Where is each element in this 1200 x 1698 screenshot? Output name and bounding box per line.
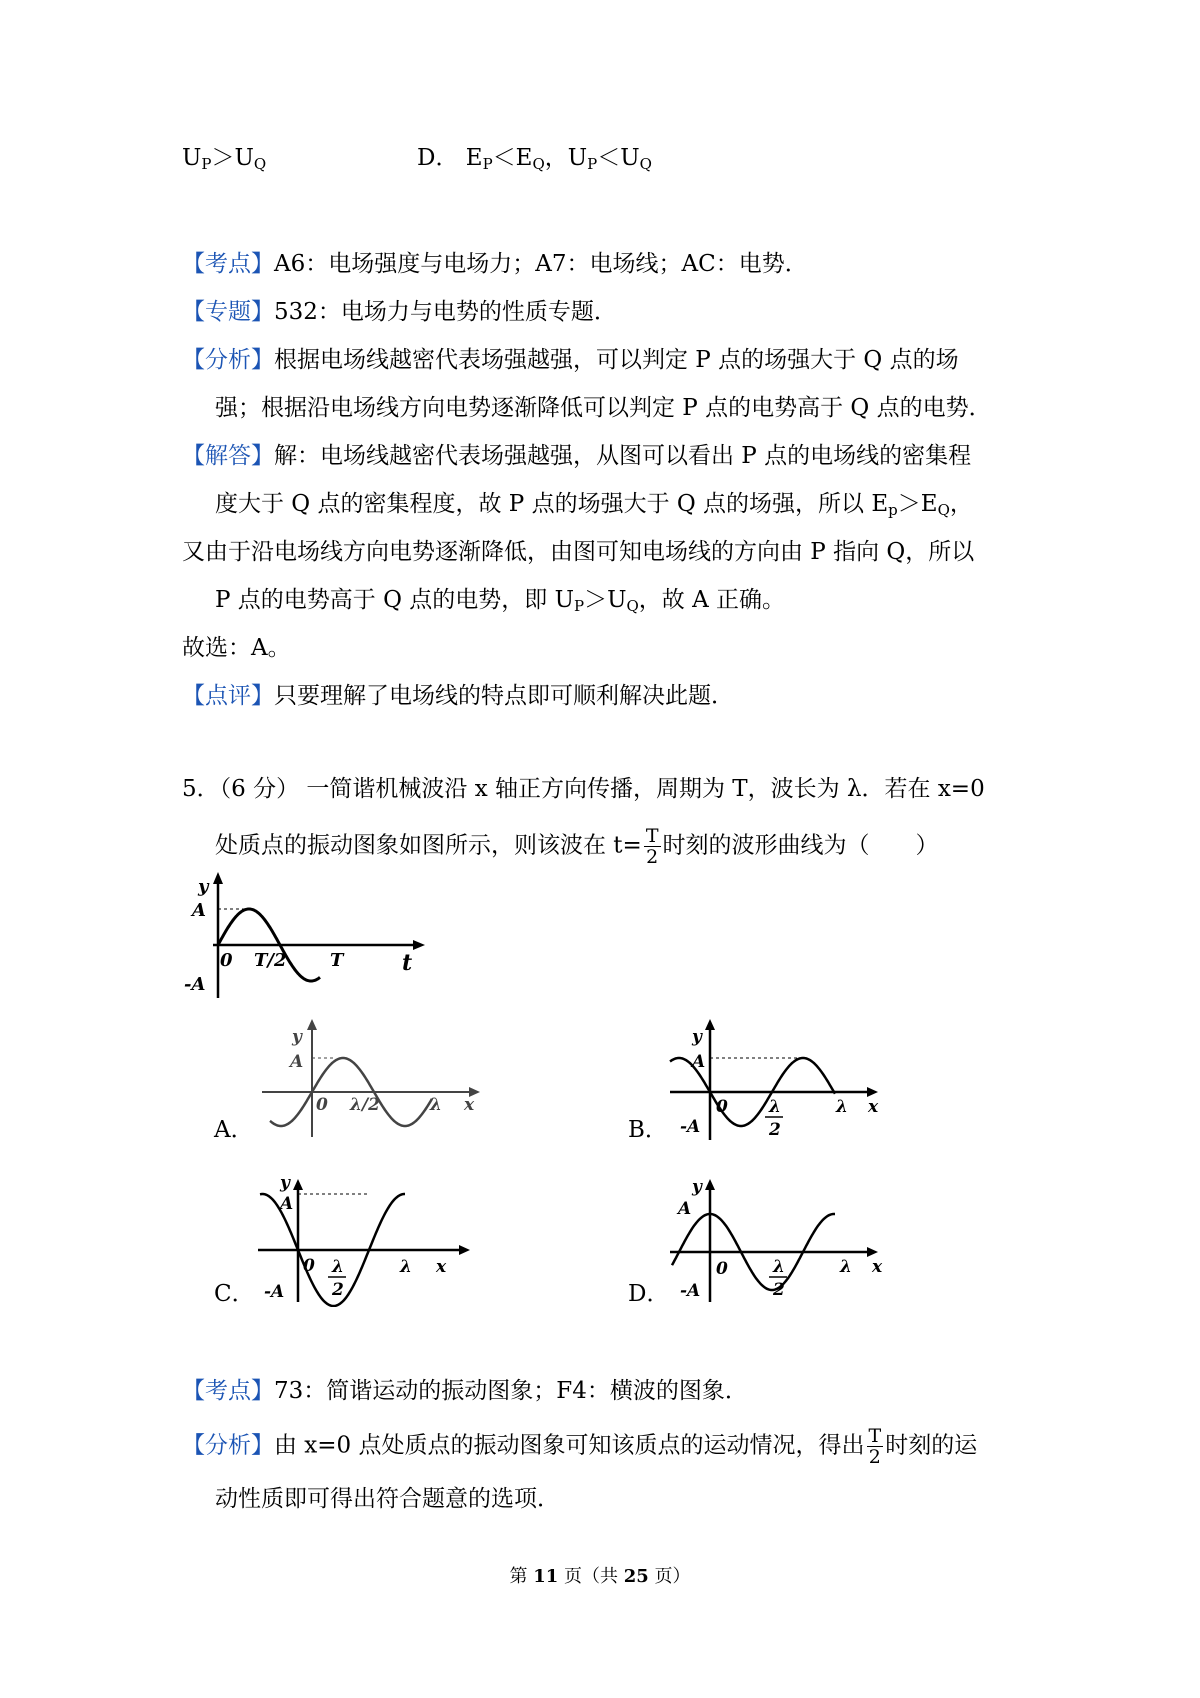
y-arrow — [293, 1179, 303, 1190]
q4-zhuanti — [182, 297, 617, 327]
text: ， — [544, 145, 568, 171]
kaodian-text: A6：电场强度与电场力；A7：电场线；AC：电势． — [274, 251, 808, 277]
sub: Q — [626, 597, 639, 615]
sub: p — [888, 501, 898, 519]
text: E — [515, 145, 533, 171]
lambda-label: λ — [400, 1257, 412, 1277]
text: 时刻的波形曲线为（ ） — [662, 832, 939, 859]
zhuanti-tag: 【专题】 — [182, 299, 274, 325]
y-label: y — [692, 1027, 702, 1047]
q4-dianping — [182, 681, 734, 711]
x-arrow — [867, 1247, 878, 1257]
fraction-t-over-2 — [644, 826, 661, 867]
text: ＞E — [897, 491, 938, 517]
jieda-tag: 【解答】 — [182, 443, 274, 469]
y-label: y — [692, 1177, 702, 1197]
sub: P — [201, 155, 212, 173]
frac-num: T — [868, 1425, 882, 1447]
origin-label: 0 — [220, 950, 233, 971]
kaodian-text: 73：简谐运动的振动图象；F4：横波的图象． — [274, 1378, 748, 1404]
lambda-label: λ — [430, 1095, 442, 1115]
origin-label: 0 — [316, 1095, 328, 1115]
jieda-text: 解：电场线越密代表场强越强，从图可以看出 P 点的电场线的密集程 — [274, 443, 972, 469]
x-arrow — [459, 1245, 470, 1255]
half-den: 2 — [773, 1280, 785, 1300]
text: ＞ — [211, 145, 235, 171]
option-d-label[interactable]: D． — [628, 1281, 670, 1307]
origin-label: 0 — [716, 1097, 728, 1117]
amp-label: A — [280, 1194, 294, 1214]
current-page: 11 — [533, 1566, 559, 1587]
text: 页（共 — [558, 1566, 624, 1587]
fenxi-text: 由 x=0 点处质点的振动图象可知该质点的运动情况，得出 — [274, 1432, 865, 1459]
lambda-label: λ — [836, 1097, 848, 1117]
q5-kaodian — [182, 1376, 748, 1406]
dianping-text: 只要理解了电场线的特点即可顺利解决此题． — [274, 683, 734, 709]
t-arrow — [413, 940, 425, 950]
text: 第 — [509, 1566, 534, 1587]
frac-den: 2 — [868, 1446, 881, 1468]
page-number — [0, 1562, 1200, 1588]
prev-options-line — [182, 143, 266, 179]
frac-num: T — [645, 825, 659, 847]
text: U — [234, 145, 254, 171]
y-label: y — [280, 1173, 290, 1193]
neg-amp-label: -A — [184, 974, 206, 995]
sub: P — [482, 155, 493, 173]
text: 页） — [648, 1566, 691, 1587]
q4-jieda-line1 — [182, 441, 971, 471]
q5-stem-line1: 5．（6 分） 一简谐机械波沿 x 轴正方向传播，周期为 T，波长为 λ．若在 x=0 — [182, 776, 985, 802]
q4-jieda-line3: 又由于沿电场线方向电势逐渐降低，由图可知电场线的方向由 P 指向 Q，所以 — [182, 539, 975, 565]
x-label: x — [868, 1097, 879, 1117]
kaodian-tag: 【考点】 — [182, 251, 274, 277]
x-label: x — [872, 1257, 883, 1277]
sub: P — [573, 597, 585, 615]
fenxi-text: 时刻的运 — [885, 1432, 978, 1459]
q5-stem-line2 — [215, 826, 939, 867]
amp-label: A — [290, 1052, 304, 1072]
q4-fenxi-line2: 强；根据沿电场线方向电势逐渐降低可以判定 P 点的电势高于 Q 点的电势． — [215, 395, 992, 421]
vibration-graph — [180, 870, 430, 1000]
y-label: y — [292, 1027, 302, 1047]
q4-guxuan: 故选：A。 — [182, 635, 291, 661]
frac-den: 2 — [646, 846, 659, 868]
q4-kaodian — [182, 249, 808, 279]
neg-amp-label: -A — [264, 1282, 285, 1302]
half-lambda-label: λ/2 — [350, 1095, 380, 1115]
amp-label: A — [192, 900, 206, 921]
text: 度大于 Q 点的密集程度，故 P 点的场强大于 Q 点的场强，所以 E — [215, 491, 889, 517]
option-b-graph — [650, 1012, 900, 1142]
amp-label: A — [678, 1199, 692, 1219]
text: D． — [417, 145, 459, 171]
fenxi-text: 根据电场线越密代表场强越强，可以判定 P 点的场强大于 Q 点的场 — [274, 347, 959, 373]
y-arrow — [213, 872, 223, 884]
option-c-label[interactable]: C． — [214, 1281, 255, 1307]
sub: Q — [639, 155, 652, 173]
text: E — [465, 145, 483, 171]
text: U — [567, 145, 588, 171]
text: U — [620, 145, 640, 171]
lambda-label: λ — [840, 1257, 852, 1277]
q4-jieda-line4 — [215, 585, 785, 621]
option-a-label[interactable]: A． — [214, 1117, 254, 1143]
q5-fenxi-line1 — [182, 1426, 977, 1467]
fenxi-tag: 【分析】 — [182, 347, 274, 373]
half-num: λ — [769, 1097, 781, 1117]
total-pages: 25 — [623, 1566, 649, 1587]
half-num: λ — [332, 1257, 344, 1277]
zhuanti-text: 532：电场力与电势的性质专题． — [274, 299, 617, 325]
x-label: x — [464, 1095, 475, 1115]
y-arrow — [307, 1019, 317, 1030]
text: ， — [949, 491, 973, 517]
y-arrow — [705, 1019, 715, 1030]
text: 处质点的振动图象如图所示，则该波在 t= — [215, 832, 642, 859]
half-period-label: T/2 — [254, 950, 287, 971]
text: ＜ — [492, 145, 516, 171]
origin-label: 0 — [303, 1256, 315, 1276]
text: P 点的电势高于 Q 点的电势，即 U — [215, 587, 574, 613]
y-label: y — [198, 876, 209, 897]
text: ＜ — [597, 145, 621, 171]
half-den: 2 — [769, 1120, 781, 1140]
sub: P — [587, 155, 598, 173]
period-label: T — [330, 950, 344, 971]
neg-amp-label: -A — [680, 1281, 701, 1301]
q4-fenxi-line1 — [182, 345, 959, 375]
q4-jieda-line2 — [215, 489, 973, 525]
y-arrow — [705, 1179, 715, 1190]
option-c-graph — [250, 1172, 500, 1307]
sub: Q — [937, 501, 950, 519]
t-label: t — [402, 950, 413, 976]
option-d-prev — [417, 143, 652, 179]
fraction-t-over-2 — [867, 1426, 884, 1467]
sub: Q — [532, 155, 545, 173]
text: ，故 A 正确。 — [638, 587, 785, 613]
text: U — [182, 145, 202, 171]
option-a-graph — [250, 1012, 500, 1142]
dianping-tag: 【点评】 — [182, 683, 274, 709]
q5-fenxi-line2: 动性质即可得出符合题意的选项． — [215, 1486, 560, 1512]
amp-label: A — [692, 1052, 706, 1072]
sub: Q — [253, 155, 267, 173]
half-den: 2 — [332, 1280, 344, 1300]
kaodian-tag: 【考点】 — [182, 1378, 274, 1404]
neg-amp-label: -A — [680, 1117, 701, 1137]
option-d-graph — [650, 1172, 900, 1307]
option-b-label[interactable]: B． — [628, 1117, 668, 1143]
x-label: x — [436, 1257, 447, 1277]
origin-label: 0 — [716, 1259, 728, 1279]
x-arrow — [867, 1087, 878, 1097]
text: ＞U — [584, 587, 627, 613]
fenxi-tag: 【分析】 — [182, 1432, 274, 1459]
half-num: λ — [773, 1257, 785, 1277]
